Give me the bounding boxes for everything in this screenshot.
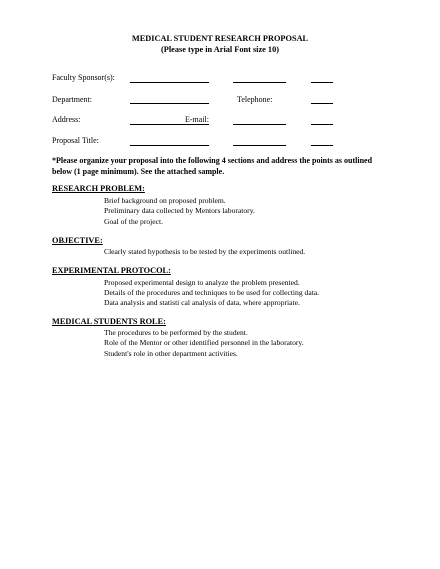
address-label: Address:: [52, 115, 81, 124]
section-heading-objective: OBJECTIVE:: [52, 236, 103, 245]
section-item: Role of the Mentor or other identified personnel in the laboratory.: [104, 338, 304, 347]
faculty-sponsor-field-2[interactable]: [233, 82, 286, 83]
section-item: Preliminary data collected by Mentors laboratory.: [104, 206, 255, 215]
department-label: Department:: [52, 95, 92, 104]
faculty-sponsor-label: Faculty Sponsor(s):: [52, 73, 115, 82]
email-field[interactable]: [233, 124, 286, 125]
proposal-title-field-2[interactable]: [233, 145, 286, 146]
document-title: MEDICAL STUDENT RESEARCH PROPOSAL: [131, 34, 309, 43]
instructions-text: *Please organize your proposal into the following 4 sections and address the points as outlined below (1 page minimum). See the attached sample.: [52, 156, 373, 176]
proposal-title-label: Proposal Title:: [52, 136, 99, 145]
proposal-title-field-1[interactable]: [130, 145, 209, 146]
section-item: Brief background on proposed problem.: [104, 196, 226, 205]
section-item: Clearly stated hypothesis to be tested by the experiments outlined.: [104, 247, 306, 256]
telephone-label: Telephone:: [237, 95, 273, 104]
section-item: Student's role in other department activities.: [104, 349, 238, 358]
telephone-field[interactable]: [311, 103, 333, 104]
document-subtitle: (Please type in Arial Font size 10): [161, 45, 279, 54]
proposal-title-field-3[interactable]: [311, 145, 333, 146]
section-heading-research-problem: RESEARCH PROBLEM:: [52, 184, 145, 193]
section-item: Details of the procedures and techniques to be used for collecting data.: [104, 288, 320, 297]
section-item: Proposed experimental design to analyze the problem presented.: [104, 278, 300, 287]
department-field[interactable]: [130, 103, 209, 104]
section-heading-medical-students-role: MEDICAL STUDENTS ROLE:: [52, 317, 166, 326]
email-label: E-mail:: [185, 115, 209, 124]
faculty-sponsor-field-1[interactable]: [130, 82, 209, 83]
section-item: The procedures to be performed by the student.: [104, 328, 248, 337]
section-heading-experimental-protocol: EXPERIMENTAL PROTOCOL:: [52, 266, 171, 275]
faculty-sponsor-field-3[interactable]: [311, 82, 333, 83]
address-field-extra[interactable]: [311, 124, 333, 125]
section-item: Goal of the project.: [104, 217, 164, 226]
section-item: Data analysis and statisti cal analysis of data, where appropriate.: [104, 298, 300, 307]
